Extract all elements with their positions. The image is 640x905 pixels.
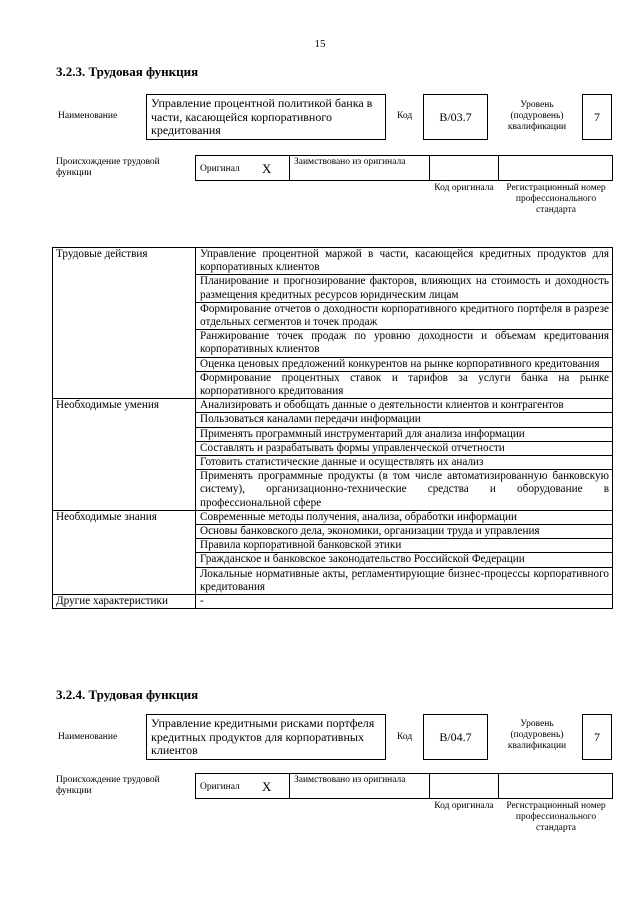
level-label: Уровень (подуровень) квалификации	[507, 719, 567, 751]
table-row	[53, 510, 613, 524]
knowledge-item: Гражданское и банковское законодательство Российской Федерации	[196, 553, 613, 567]
actions-item: Формирование процентных ставок и тарифов за услуги банка на рынке корпоративного кредитования	[196, 371, 613, 398]
reg-number-cell	[498, 155, 613, 181]
code-value-box: B/04.7	[423, 714, 488, 760]
original-label: Оригинал	[200, 782, 240, 792]
level-label: Уровень (подуровень) квалификации	[507, 100, 567, 132]
name-label: Наименование	[58, 732, 118, 742]
code-original-label: Код оригинала	[434, 801, 494, 811]
section-title-324: 3.2.4. Трудовая функция	[56, 687, 199, 702]
actions-item: Планирование и прогнозирование факторов, влияющих на стоимость и доходность размещения кредитных ресурсов юридическим лицам	[196, 275, 613, 302]
skills-item: Готовить статистические данные и осуществлять их анализ	[196, 456, 613, 470]
reg-number-cell	[498, 773, 613, 799]
other-category-label: Другие характеристики	[53, 595, 196, 609]
skills-item: Применять программный инструментарий для анализа информации	[196, 427, 613, 441]
actions-item: Ранжирование точек продаж по уровню доходности и объемам кредитования корпоративных клиентов	[196, 330, 613, 357]
origin-label: Происхождение трудовой функции	[56, 157, 160, 178]
skills-category-label: Необходимые умения	[53, 399, 196, 511]
actions-item: Оценка ценовых предложений конкурентов на рынке корпоративного кредитования	[196, 357, 613, 371]
knowledge-item: Локальные нормативные акты, регламентирующие бизнес-процессы корпоративного кредитования	[196, 567, 613, 594]
knowledge-item: Современные методы получения, анализа, обработки информации	[196, 510, 613, 524]
code-label: Код	[397, 111, 413, 121]
section-title-323: 3.2.3. Трудовая функция	[56, 64, 199, 79]
reg-number-label: Регистрационный номер профессионального стандарта	[506, 183, 606, 215]
knowledge-item: Правила корпоративной банковской этики	[196, 539, 613, 553]
original-mark: X	[262, 161, 272, 176]
table-row	[53, 399, 613, 413]
reg-number-label: Регистрационный номер профессионального стандарта	[506, 801, 606, 833]
actions-item: Формирование отчетов о доходности корпоративного кредитного портфеля в разрезе отдельных сегментов и точек продаж	[196, 302, 613, 329]
knowledge-item: Основы банковского дела, экономики, организации труда и управления	[196, 525, 613, 539]
labor-function-table	[52, 247, 613, 609]
name-label: Наименование	[58, 111, 118, 121]
level-value-box: 7	[582, 714, 612, 760]
original-mark: X	[262, 779, 272, 794]
code-original-cell	[429, 155, 499, 181]
actions-item: Управление процентной маржой в части, касающейся кредитных продуктов для корпоративных клиентов	[196, 248, 613, 275]
table-row	[53, 248, 613, 275]
skills-item: Применять программные продукты (в том числе автоматизированную банковскую систему), организационно-технические средства и оборудование в профессиональной сфере	[196, 470, 613, 511]
skills-item: Анализировать и обобщать данные о деятельности клиентов и контрагентов	[196, 399, 613, 413]
origin-label: Происхождение трудовой функции	[56, 775, 160, 796]
function-name-box: Управление процентной политикой банка в части, касающейся корпоративного кредитования	[146, 94, 386, 140]
borrowed-label: Заимствовано из оригинала	[294, 775, 406, 785]
skills-item: Составлять и разрабатывать формы управленческой отчетности	[196, 441, 613, 455]
page-number: 15	[314, 38, 326, 50]
code-label: Код	[397, 732, 413, 742]
code-original-label: Код оригинала	[434, 183, 494, 193]
original-label: Оригинал	[200, 164, 240, 174]
code-value-box: B/03.7	[423, 94, 488, 140]
function-name-box: Управление кредитными рисками портфеля кредитных продуктов для корпоративных клиентов	[146, 714, 386, 760]
other-item: -	[196, 595, 613, 609]
code-original-cell	[429, 773, 499, 799]
level-value-box: 7	[582, 94, 612, 140]
actions-category-label: Трудовые действия	[53, 248, 196, 399]
knowledge-category-label: Необходимые знания	[53, 510, 196, 594]
borrowed-label: Заимствовано из оригинала	[294, 157, 406, 167]
skills-item: Пользоваться каналами передачи информации	[196, 413, 613, 427]
table-row	[53, 595, 613, 609]
